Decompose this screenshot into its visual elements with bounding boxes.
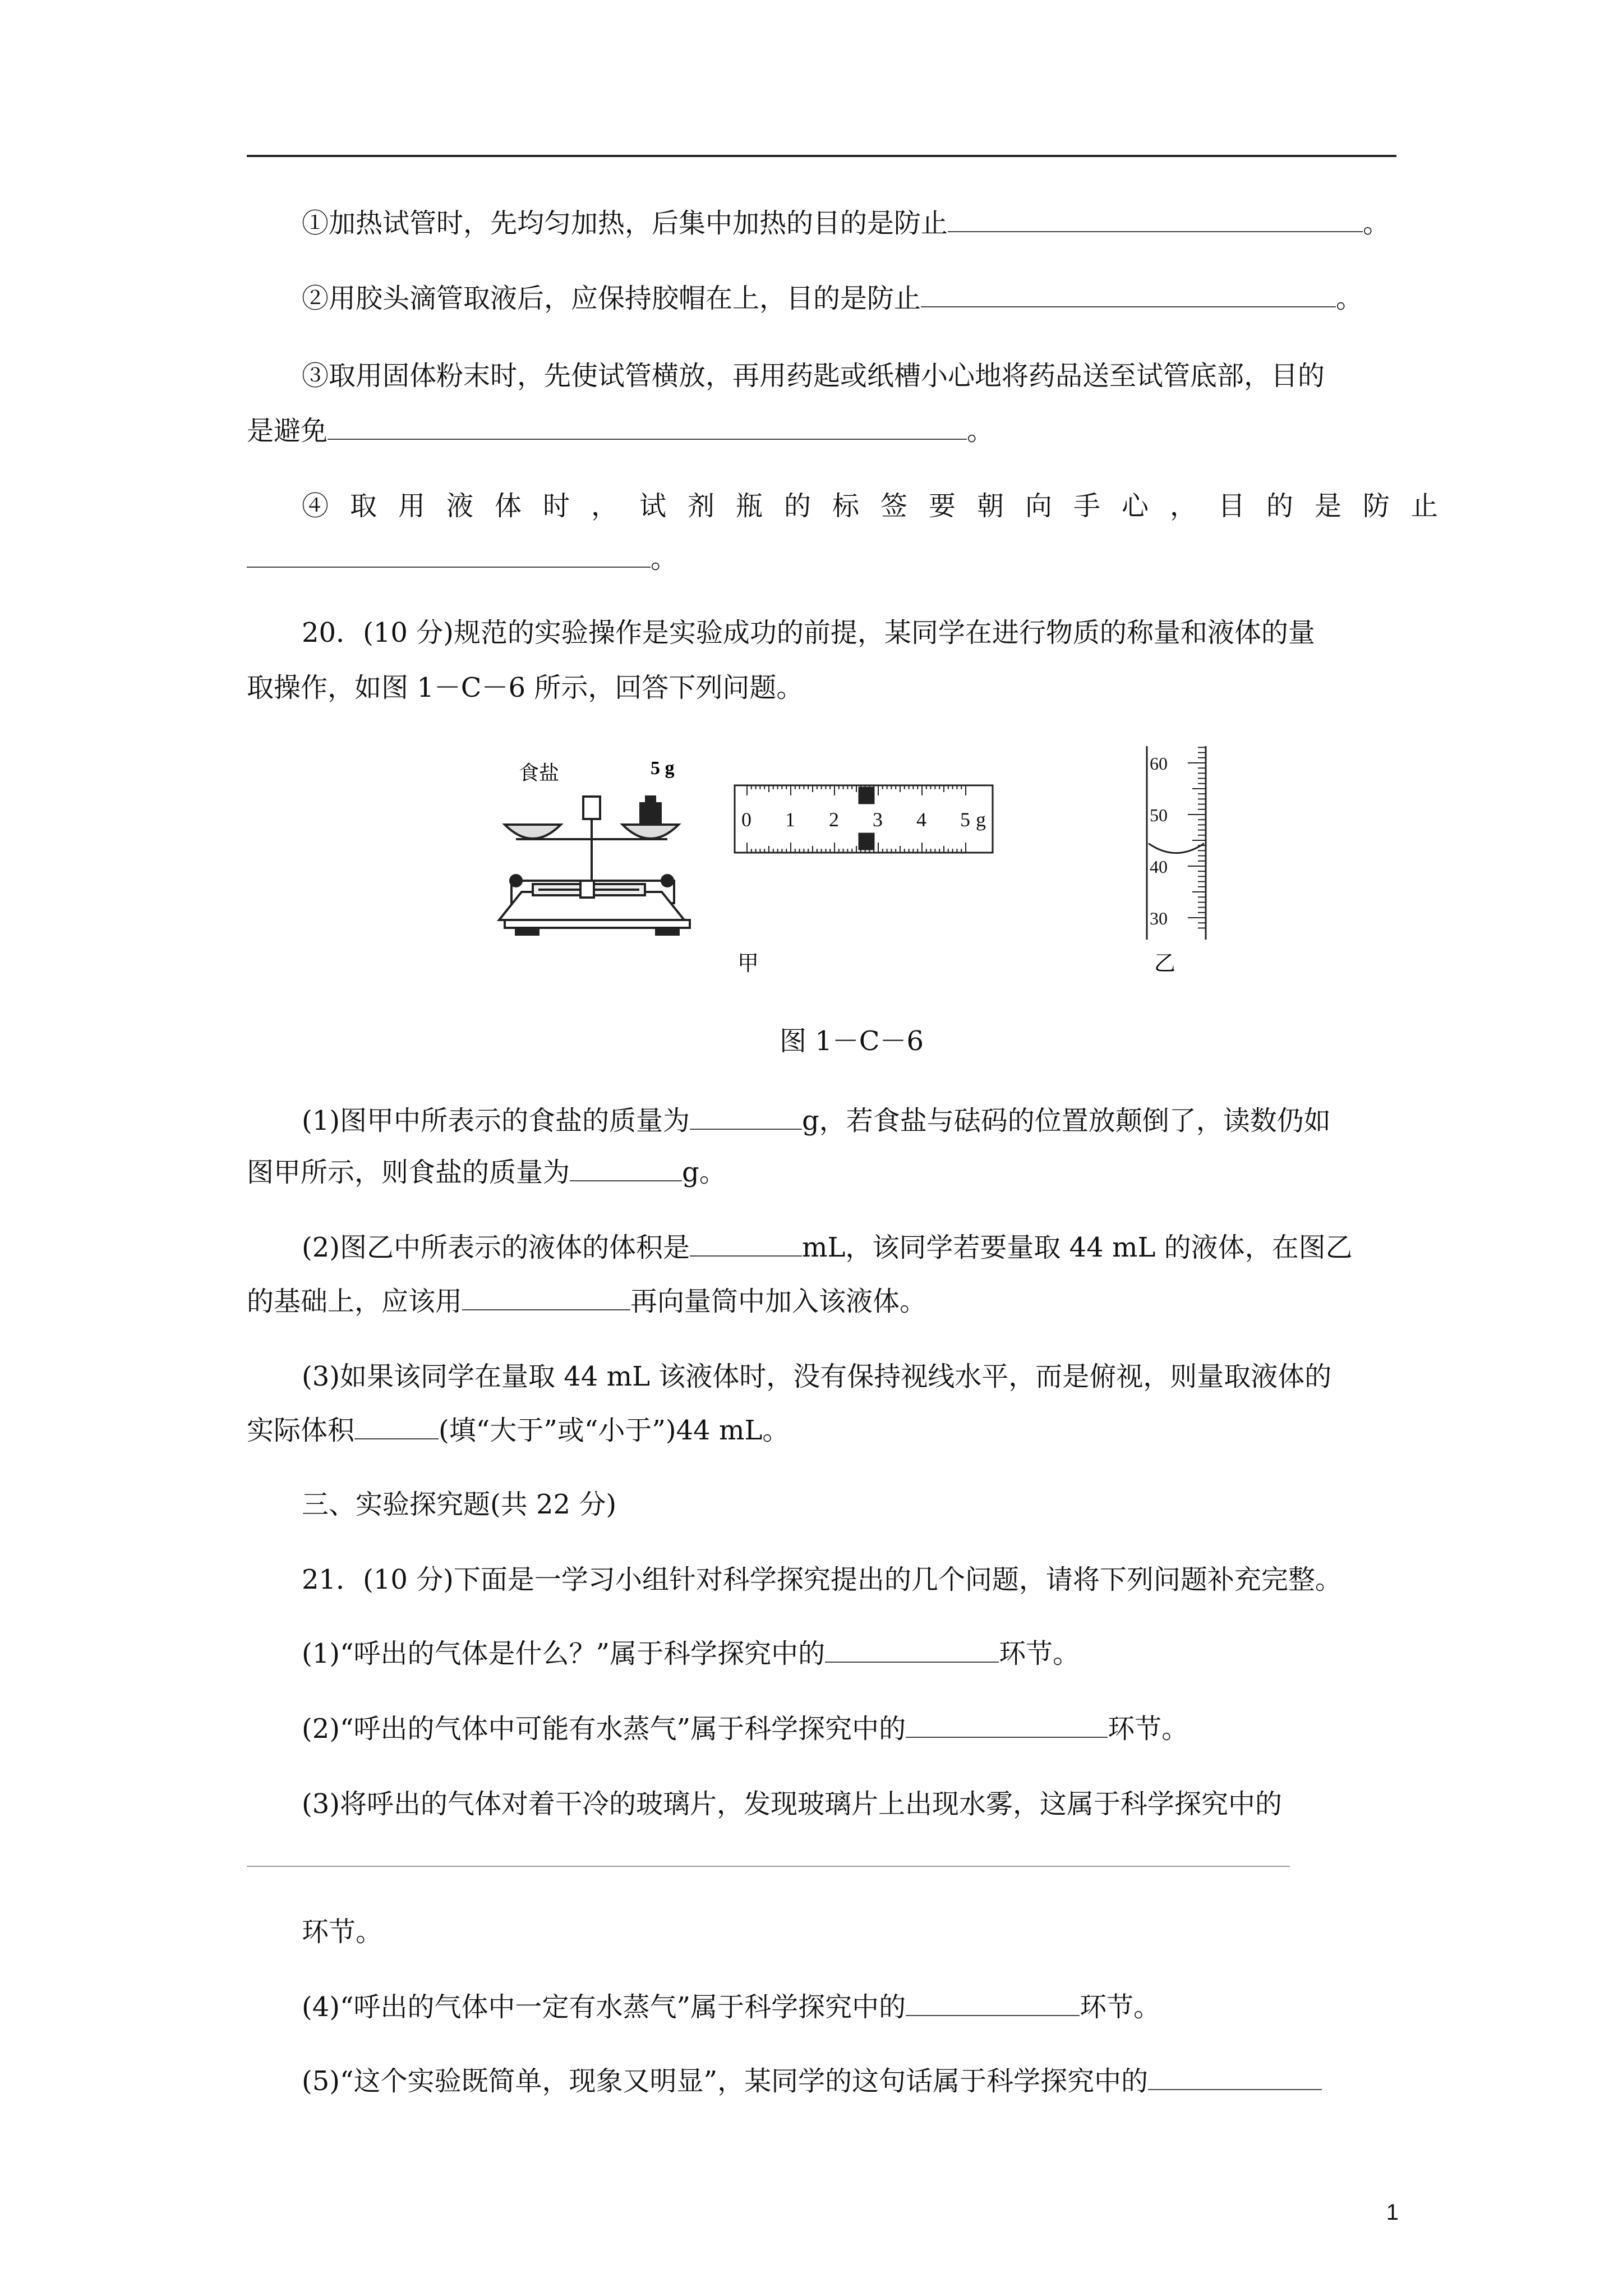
q20-stem-line1: 20．(10 分)规范的实验操作是实验成功的前提，某同学在进行物质的称量和液体的量: [302, 617, 1315, 648]
page-number: 1: [1386, 2200, 1399, 2225]
q21-sub1: (1)“呼出的气体是什么？”属于科学探究中的 环节。: [302, 1638, 1080, 1669]
label-yi: 乙: [1154, 952, 1176, 976]
q20-sub1-line1: (1)图甲中所表示的食盐的质量为 g，若食盐与砝码的位置放颠倒了，读数仍如: [302, 1105, 1331, 1137]
q19-item-1: ①加热试管时，先均匀加热，后集中加热的目的是防止 。: [302, 208, 1390, 239]
cylinder-tick-label: 60: [1150, 753, 1168, 774]
rider-ruler: [735, 785, 993, 853]
q19-item-3-line1: ③取用固体粉末时，先使试管横放，再用药匙或纸槽小心地将药品送至试管底部，目的: [302, 360, 1325, 392]
q20-sub2-line2: 的基础上，应该用 再向量筒中加入该液体。: [247, 1286, 927, 1317]
q19-item-3-line2: 是避免 。: [247, 415, 994, 447]
cylinder-tick-label: 50: [1150, 805, 1168, 825]
ruler-tick-label: g: [976, 808, 986, 831]
answer-blank[interactable]: [906, 1712, 1108, 1738]
q21-sub5: (5)“这个实验既简单，现象又明显”，某同学的这句话属于科学探究中的: [302, 2064, 1322, 2098]
q20-sub1-line2: 图甲所示，则食盐的质量为 g。: [247, 1157, 726, 1188]
ruler-tick-label: 3: [873, 808, 883, 831]
figure-caption: 图 1－C－6: [780, 1025, 924, 1057]
salt-label: 食盐: [519, 762, 560, 784]
answer-blank[interactable]: [921, 282, 1336, 307]
cylinder-tick-label: 40: [1150, 857, 1168, 877]
q20-sub3-line1: (3)如果该同学在量取 44 mL 该液体时，没有保持视线水平，而是俯视，则量取液体的: [302, 1361, 1332, 1392]
answer-blank[interactable]: [247, 1866, 1290, 1867]
figure-1-c-6: [482, 740, 1211, 987]
liquid-meniscus: [1149, 844, 1204, 853]
answer-blank[interactable]: [690, 1231, 802, 1257]
ruler-tick-label: 2: [829, 808, 839, 831]
q20-stem-line2: 取操作，如图 1－C－6 所示，回答下列问题。: [247, 672, 804, 703]
q20-sub2-line1: (2)图乙中所表示的液体的体积是 mL，该同学若要量取 44 mL 的液体，在图乙: [302, 1232, 1353, 1263]
ruler-tick-label: 1: [785, 808, 795, 831]
weight-label: 5 g: [651, 758, 675, 779]
answer-blank[interactable]: [354, 1414, 439, 1439]
header-rule: [247, 155, 1396, 157]
answer-blank[interactable]: [570, 1156, 682, 1181]
q21-sub3-line1: (3)将呼出的气体对着干冷的玻璃片，发现玻璃片上出现水雾，这属于科学探究中的: [302, 1788, 1282, 1820]
ruler-tick-label: 0: [741, 808, 751, 831]
ruler-tick-label: 5: [960, 808, 970, 831]
answer-blank[interactable]: [328, 414, 967, 440]
ruler-tick-label: 4: [916, 808, 926, 831]
label-jia: 甲: [737, 952, 759, 976]
q19-item-2: ②用胶头滴管取液后，应保持胶帽在上，目的是防止 。: [302, 283, 1363, 314]
answer-blank[interactable]: [825, 1637, 999, 1663]
q20-sub3-line2: 实际体积 (填“大于”或“小于”)44 mL。: [247, 1415, 790, 1446]
cylinder-tick-labels: [1150, 753, 1168, 928]
q21-stem: 21．(10 分)下面是一学习小组针对科学探究提出的几个问题，请将下列问题补充完整。: [302, 1564, 1342, 1595]
q19-item-4-line1: ④取用液体时，试剂瓶的标签要朝向手心，目的是防止: [302, 490, 1460, 522]
cylinder-tick-label: 30: [1150, 908, 1168, 928]
balance-scale: [499, 797, 690, 935]
answer-blank[interactable]: [948, 206, 1363, 232]
q21-sub2: (2)“呼出的气体中可能有水蒸气”属于科学探究中的 环节。: [302, 1713, 1189, 1745]
answer-blank[interactable]: [247, 542, 651, 568]
answer-blank[interactable]: [690, 1104, 802, 1130]
section-3-heading: 三、实验探究题(共 22 分): [302, 1489, 617, 1520]
q19-item-4-line2: 。: [247, 542, 677, 576]
answer-blank[interactable]: [462, 1285, 630, 1310]
q21-sub4: (4)“呼出的气体中一定有水蒸气”属于科学探究中的 环节。: [302, 1991, 1161, 2023]
q21-sub3-line2: 环节。: [302, 1916, 383, 1948]
answer-blank[interactable]: [1148, 2064, 1322, 2090]
answer-blank[interactable]: [906, 1990, 1080, 2016]
